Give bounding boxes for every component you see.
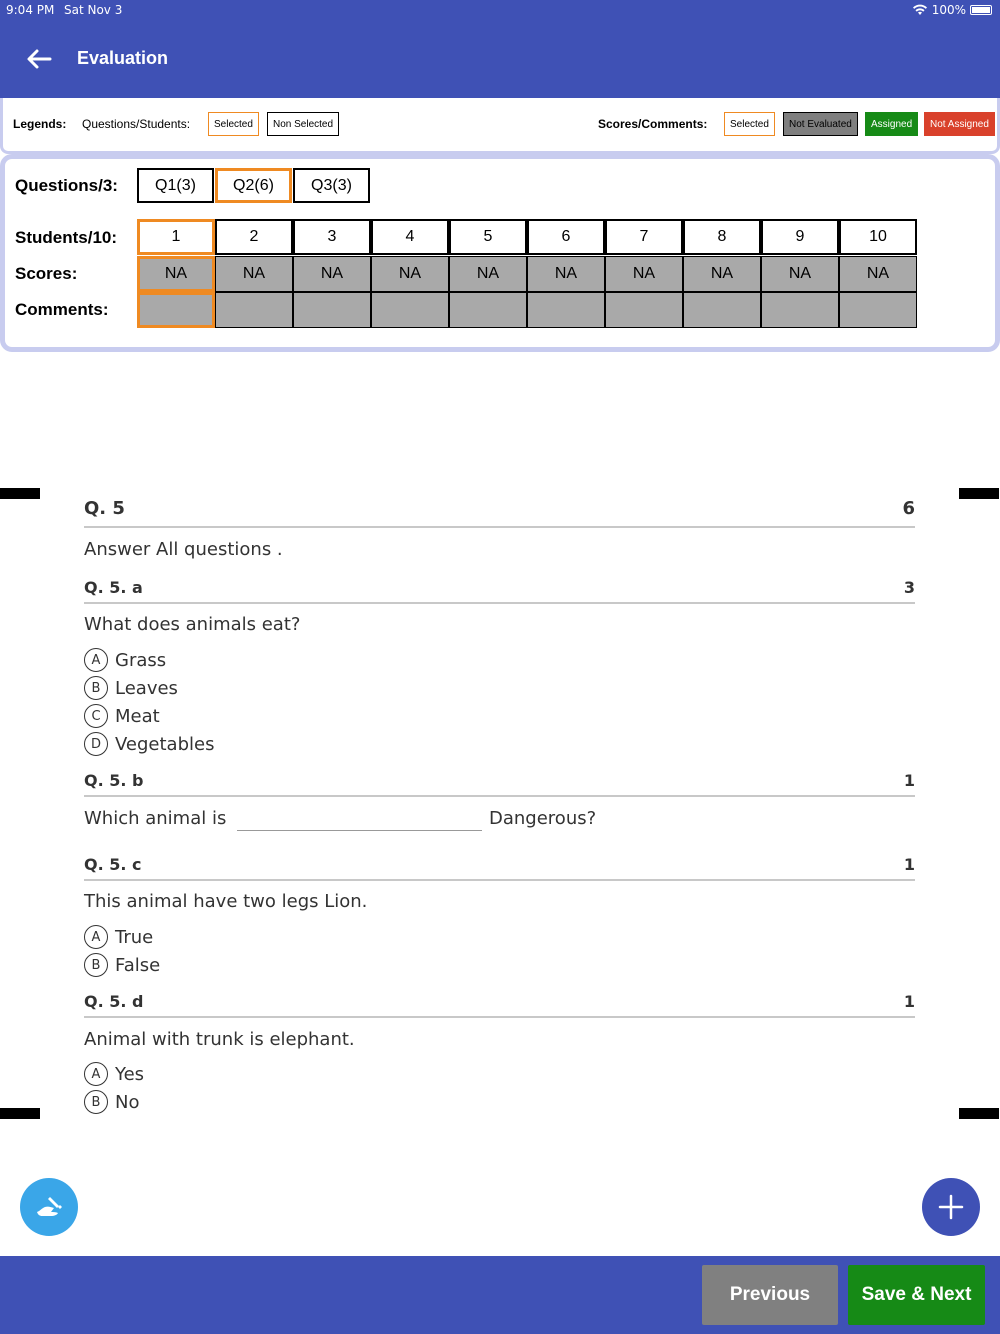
option-text: Yes — [115, 1063, 145, 1085]
subquestion-points: 1 — [903, 855, 915, 874]
subquestion-text-after: Dangerous? — [489, 808, 597, 829]
comment-cell[interactable] — [683, 292, 761, 328]
score-cell[interactable]: NA — [449, 256, 527, 292]
student-cell[interactable]: 7 — [605, 219, 683, 255]
option-b[interactable] — [84, 953, 160, 977]
question-tab-3[interactable]: Q3(3) — [293, 168, 370, 203]
option-text: Vegetables — [115, 733, 215, 755]
status-right — [912, 3, 992, 17]
subquestion-header-a — [84, 576, 915, 604]
option-a[interactable] — [84, 925, 153, 949]
option-letter: D — [84, 732, 108, 756]
option-letter: B — [84, 1090, 108, 1114]
comment-cell[interactable] — [527, 292, 605, 328]
student-cell[interactable]: 4 — [371, 219, 449, 255]
option-text: Grass — [115, 649, 167, 671]
page-title: Evaluation — [77, 48, 169, 68]
fill-blank-line — [237, 830, 482, 831]
comment-cell[interactable] — [761, 292, 839, 328]
subquestion-points: 1 — [903, 771, 915, 790]
scan-marker — [959, 1108, 999, 1119]
option-a[interactable] — [84, 648, 166, 672]
score-cell[interactable]: NA — [527, 256, 605, 292]
battery-percent: 100% — [931, 3, 966, 17]
wifi-icon — [912, 4, 928, 16]
student-cell[interactable]: 2 — [215, 219, 293, 255]
questions-label: Questions/3: — [15, 176, 118, 195]
option-text: No — [115, 1091, 140, 1113]
subquestion-number: Q. 5. d — [84, 992, 144, 1011]
student-cell[interactable]: 10 — [839, 219, 917, 255]
score-cell[interactable]: NA — [839, 256, 917, 292]
comment-cell[interactable] — [215, 292, 293, 328]
comment-cell[interactable] — [605, 292, 683, 328]
subquestion-header-b — [84, 769, 915, 797]
option-text: Meat — [115, 705, 160, 727]
scan-marker — [0, 1108, 40, 1119]
subquestion-points: 1 — [903, 992, 915, 1011]
option-b[interactable] — [84, 1090, 139, 1114]
score-cell[interactable]: NA — [683, 256, 761, 292]
subquestion-number: Q. 5. b — [84, 771, 144, 790]
status-time: 9:04 PM — [6, 3, 55, 17]
legend-qs-label: Questions/Students: — [82, 117, 191, 131]
option-text: Leaves — [115, 677, 178, 699]
option-text: True — [115, 926, 154, 948]
option-a[interactable] — [84, 1062, 144, 1086]
status-date: Sat Nov 3 — [64, 3, 123, 17]
hand-writing-icon — [34, 1194, 64, 1220]
student-cell[interactable]: 3 — [293, 219, 371, 255]
subquestion-text: What does animals eat? — [84, 614, 301, 635]
question-points: 6 — [902, 498, 915, 519]
comment-cell[interactable] — [839, 292, 917, 328]
score-cell[interactable]: NA — [605, 256, 683, 292]
question-number: Q. 5 — [84, 498, 125, 519]
legend-sc-not-evaluated: Not Evaluated — [783, 112, 858, 136]
app-bar — [0, 20, 1000, 98]
legend-bar — [0, 98, 1000, 154]
comment-cell[interactable] — [293, 292, 371, 328]
comments-label: Comments: — [15, 300, 109, 319]
previous-button[interactable]: Previous — [702, 1265, 838, 1325]
subquestion-text-before: Which animal is — [84, 808, 227, 829]
subquestion-number: Q. 5. c — [84, 855, 142, 874]
legend-sc-selected: Selected — [724, 112, 775, 136]
option-letter: A — [84, 648, 108, 672]
question-header — [84, 496, 915, 528]
score-cell[interactable]: NA — [761, 256, 839, 292]
scan-marker — [959, 488, 999, 499]
option-d[interactable] — [84, 732, 214, 756]
legend-qs-non-selected: Non Selected — [267, 112, 339, 136]
score-cell[interactable]: NA — [137, 256, 215, 292]
subquestion-text: Animal with trunk is elephant. — [84, 1029, 355, 1050]
legend-label: Legends: — [13, 117, 67, 131]
save-next-button[interactable]: Save & Next — [848, 1265, 985, 1325]
subquestion-number: Q. 5. a — [84, 578, 143, 597]
comment-cell[interactable] — [137, 292, 215, 328]
legend-sc-assigned: Assigned — [865, 112, 918, 136]
student-cell[interactable]: 1 — [137, 219, 215, 255]
subquestion-header-d — [84, 990, 915, 1018]
subquestion-text: This animal have two legs Lion. — [84, 891, 368, 912]
legend-qs-selected: Selected — [208, 112, 259, 136]
student-cell[interactable]: 5 — [449, 219, 527, 255]
option-letter: A — [84, 925, 108, 949]
option-b[interactable] — [84, 676, 178, 700]
plus-icon — [938, 1194, 964, 1220]
option-text: False — [115, 954, 161, 976]
score-cell[interactable]: NA — [371, 256, 449, 292]
student-cell[interactable]: 6 — [527, 219, 605, 255]
back-arrow-icon[interactable] — [24, 44, 54, 74]
option-letter: A — [84, 1062, 108, 1086]
subquestion-points: 3 — [903, 578, 915, 597]
add-fab[interactable] — [922, 1178, 980, 1236]
scores-label: Scores: — [15, 264, 78, 283]
score-cell[interactable]: NA — [293, 256, 371, 292]
question-instruction: Answer All questions . — [84, 539, 283, 560]
question-tab-2[interactable]: Q2(6) — [215, 168, 292, 203]
status-bar — [0, 0, 1000, 20]
annotate-fab[interactable] — [20, 1178, 78, 1236]
option-letter: B — [84, 953, 108, 977]
question-tab-1[interactable]: Q1(3) — [137, 168, 214, 203]
option-letter: B — [84, 676, 108, 700]
score-cell[interactable]: NA — [215, 256, 293, 292]
student-cell[interactable]: 8 — [683, 219, 761, 255]
subquestion-header-c — [84, 853, 915, 881]
legend-sc-label: Scores/Comments: — [598, 117, 708, 131]
option-c[interactable] — [84, 704, 160, 728]
legend-sc-not-assigned: Not Assigned — [924, 112, 995, 136]
comment-cell[interactable] — [449, 292, 527, 328]
battery-icon — [970, 5, 992, 15]
option-letter: C — [84, 704, 108, 728]
comment-cell[interactable] — [371, 292, 449, 328]
student-cell[interactable]: 9 — [761, 219, 839, 255]
scan-marker — [0, 488, 40, 499]
students-label: Students/10: — [15, 228, 118, 247]
